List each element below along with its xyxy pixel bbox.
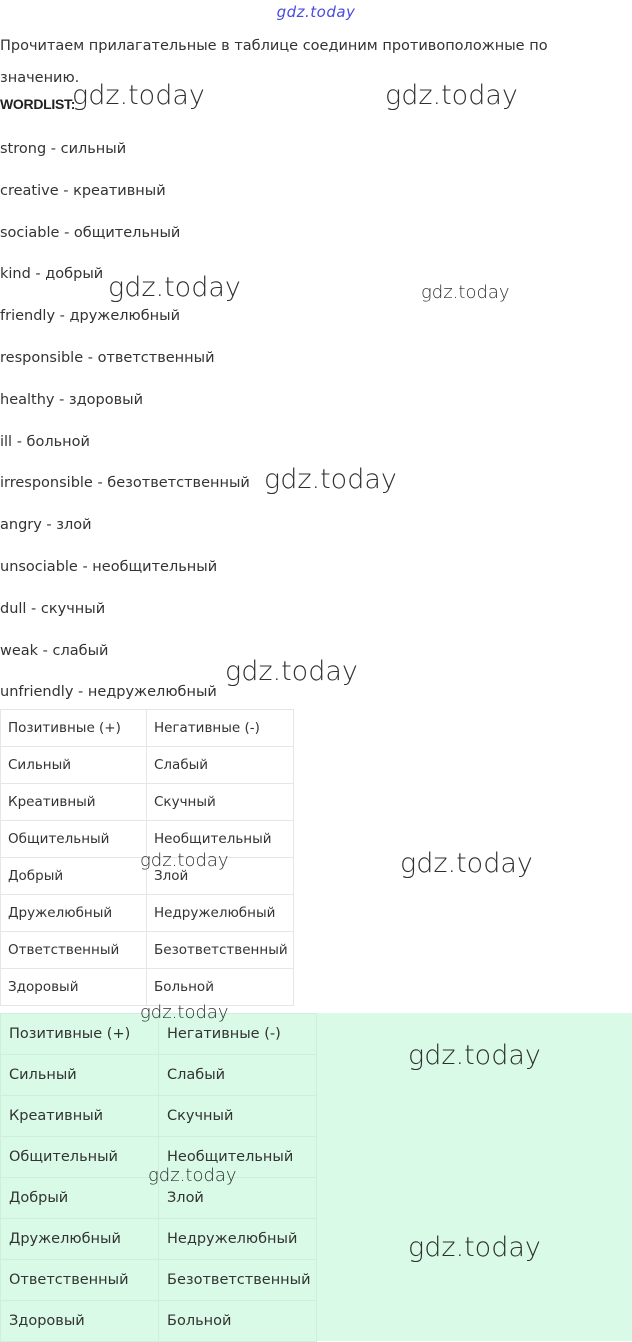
table-cell: Дружелюбный <box>1 1219 159 1260</box>
table-cell: Общительный <box>1 1137 159 1178</box>
word-item: unfriendly - недружелюбный <box>0 684 217 701</box>
table-row <box>1 1219 317 1260</box>
instruction-line-1: Прочитаем прилагательные в таблице соединим противоположные по <box>0 38 548 54</box>
table-cell: Недружелюбный <box>147 895 294 932</box>
table-cell: Необщительный <box>147 821 294 858</box>
word-item: angry - злой <box>0 517 92 534</box>
table-row <box>1 1301 317 1342</box>
word-item: strong - сильный <box>0 141 127 157</box>
table-cell: Креативный <box>1 1096 159 1137</box>
table-cell: Слабый <box>147 747 294 784</box>
watermark: gdz.today <box>385 80 518 111</box>
word-item: friendly - дружелюбный <box>0 308 181 325</box>
word-item: sociable - общительный <box>0 224 181 241</box>
word-item: healthy - здоровый <box>0 391 144 408</box>
instruction-line-2: значению. <box>0 70 80 86</box>
watermark: gdz.today <box>140 1002 229 1023</box>
word-item: ill - больной <box>0 433 90 450</box>
table-row <box>1 1260 317 1301</box>
word-item: irresponsible - безответственный <box>0 475 250 492</box>
watermark: gdz.today <box>140 850 229 871</box>
table-cell: Ответственный <box>1 932 147 969</box>
table-cell: Здоровый <box>1 1301 159 1342</box>
table-cell: Добрый <box>1 1178 159 1219</box>
table-header-cell: Негативные (-) <box>147 710 294 747</box>
watermark: gdz.today <box>408 1040 541 1071</box>
watermark: gdz.today <box>225 656 358 687</box>
table-cell: Больной <box>147 969 294 1006</box>
table-row <box>1 932 294 969</box>
table-row <box>1 784 294 821</box>
table-cell: Безответственный <box>147 932 294 969</box>
word-item: weak - слабый <box>0 642 109 659</box>
table-cell: Злой <box>159 1178 317 1219</box>
table-row <box>1 969 294 1006</box>
wordlist <box>0 130 250 715</box>
table-cell: Ответственный <box>1 1260 159 1301</box>
watermark: gdz.today <box>264 464 397 495</box>
word-item: dull - скучный <box>0 600 106 617</box>
table-header-cell: Позитивные (+) <box>1 710 147 747</box>
table-cell: Необщительный <box>159 1137 317 1178</box>
table-row <box>1 1055 317 1096</box>
table-row <box>1 895 294 932</box>
watermark: gdz.today <box>408 1232 541 1263</box>
watermark: gdz.today <box>148 1165 237 1186</box>
table-header-cell: Негативные (-) <box>159 1014 317 1055</box>
word-item: creative - креативный <box>0 182 166 199</box>
table-cell: Недружелюбный <box>159 1219 317 1260</box>
table-cell: Безответственный <box>159 1260 317 1301</box>
table-header-row <box>1 710 294 747</box>
wordlist-heading: WORDLIST: <box>0 96 76 112</box>
table-header-cell: Позитивные (+) <box>1 1014 159 1055</box>
word-item: kind - добрый <box>0 266 104 283</box>
table-cell: Сильный <box>1 1055 159 1096</box>
table-cell: Злой <box>147 858 294 895</box>
table-cell: Больной <box>159 1301 317 1342</box>
table-cell: Слабый <box>159 1055 317 1096</box>
word-item: responsible - ответственный <box>0 349 215 366</box>
site-logo[interactable]: gdz.today <box>276 3 356 21</box>
table-cell: Общительный <box>1 821 147 858</box>
table-cell: Скучный <box>159 1096 317 1137</box>
table-cell: Креативный <box>1 784 147 821</box>
word-item: unsociable - необщительный <box>0 558 218 575</box>
watermark: gdz.today <box>108 272 241 303</box>
watermark: gdz.today <box>400 848 533 879</box>
table-cell: Здоровый <box>1 969 147 1006</box>
table-cell: Добрый <box>1 858 147 895</box>
watermark: gdz.today <box>421 282 510 303</box>
table-cell: Скучный <box>147 784 294 821</box>
table-row <box>1 747 294 784</box>
table-row <box>1 1096 317 1137</box>
table-cell: Дружелюбный <box>1 895 147 932</box>
table-cell: Сильный <box>1 747 147 784</box>
watermark: gdz.today <box>72 80 205 111</box>
